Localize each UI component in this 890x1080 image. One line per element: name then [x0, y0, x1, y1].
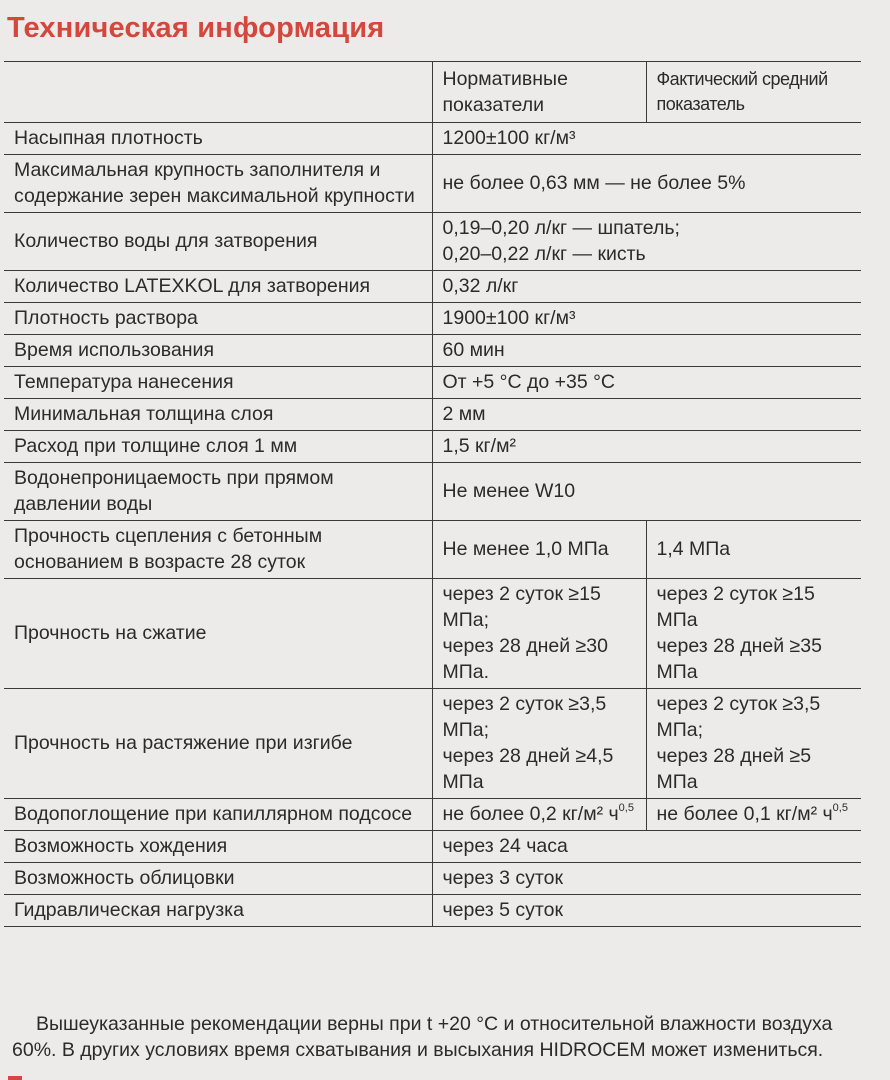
row-name: Количество LATEXKOL для затворения [4, 271, 432, 303]
row-norm: От +5 °С до +35 °С [432, 367, 861, 399]
table-row [4, 799, 861, 831]
row-norm: через 5 суток [432, 895, 861, 927]
row-name: Плотность раствора [4, 303, 432, 335]
row-name: Время использования [4, 335, 432, 367]
row-norm-exponent: 0,5 [618, 802, 634, 814]
row-name: Количество воды для затворения [4, 213, 432, 271]
table-row [4, 463, 861, 521]
header-cell-empty [4, 62, 432, 123]
row-norm: Не менее W10 [432, 463, 861, 521]
row-norm: через 3 суток [432, 863, 861, 895]
row-norm: 1,5 кг/м² [432, 431, 861, 463]
table-row [4, 367, 861, 399]
row-name: Водонепроницаемость при прямом давлении воды [4, 463, 432, 521]
row-norm: не более 0,63 мм — не более 5% [432, 155, 861, 213]
row-norm [432, 689, 646, 799]
row-norm [432, 213, 861, 271]
row-norm: через 24 часа [432, 831, 861, 863]
row-name: Температура нанесения [4, 367, 432, 399]
table-row [4, 399, 861, 431]
row-actual-line: через 2 суток ≥15 МПа [656, 583, 815, 631]
row-norm-text: не более 0,2 кг/м² ч [442, 803, 619, 825]
row-name: Прочность на растяжение при изгибе [4, 689, 432, 799]
table-row [4, 303, 861, 335]
row-name: Насыпная плотность [4, 123, 432, 155]
table-row [4, 123, 861, 155]
row-name: Возможность облицовки [4, 863, 432, 895]
header-norm: Нормативные показатели [432, 62, 646, 123]
row-name: Расход при толщине слоя 1 мм [4, 431, 432, 463]
table-row [4, 521, 861, 579]
row-norm: 60 мин [432, 335, 861, 367]
table-row [4, 863, 861, 895]
row-norm-line: через 28 дней ≥30 МПа. [442, 635, 608, 683]
row-actual-line: через 2 суток ≥3,5 МПа; [656, 693, 821, 741]
row-norm-line: 0,19–0,20 л/кг — шпатель; [442, 217, 680, 239]
row-norm: 1900±100 кг/м³ [432, 303, 861, 335]
table-row [4, 213, 861, 271]
row-name: Прочность сцепления с бетонным основанием в возрасте 28 суток [4, 521, 432, 579]
row-actual [646, 799, 861, 831]
row-norm [432, 579, 646, 689]
row-name: Минимальная толщина слоя [4, 399, 432, 431]
table-row [4, 831, 861, 863]
table-row [4, 895, 861, 927]
row-actual-line: через 28 дней ≥5 МПа [656, 745, 812, 793]
footnote: Вышеуказанные рекомендации верны при t +20 °С и относительной влажности воздуха 60%. В других условиях время схватывания и высыхания HIDROCEM может измениться. [12, 1013, 833, 1061]
row-norm-line: через 2 суток ≥3,5 МПа; [442, 693, 607, 741]
row-norm: 1200±100 кг/м³ [432, 123, 861, 155]
table-row [4, 579, 861, 689]
row-actual-text: не более 0,1 кг/м² ч [656, 803, 833, 825]
spec-table [4, 61, 861, 927]
row-name: Возможность хождения [4, 831, 432, 863]
table-row [4, 155, 861, 213]
row-name: Водопоглощение при капиллярном подсосе [4, 799, 432, 831]
row-norm: 2 мм [432, 399, 861, 431]
row-norm: Не менее 1,0 МПа [432, 521, 646, 579]
table-row [4, 431, 861, 463]
row-name: Прочность на сжатие [4, 579, 432, 689]
row-actual [646, 579, 861, 689]
page-title: Техническая информация [7, 12, 385, 44]
row-actual-exponent: 0,5 [832, 802, 848, 814]
header-actual: Фактический средний показатель [646, 62, 861, 123]
row-name: Максимальная крупность заполнителя и содержание зерен максимальной крупности [4, 155, 432, 213]
row-actual-line: через 28 дней ≥35 МПа [656, 635, 822, 683]
row-norm-line: 0,20–0,22 л/кг — кисть [442, 243, 646, 265]
bottom-accent-mark [8, 1076, 22, 1080]
row-actual [646, 689, 861, 799]
row-name: Гидравлическая нагрузка [4, 895, 432, 927]
row-norm: 0,32 л/кг [432, 271, 861, 303]
row-norm [432, 799, 646, 831]
table-row [4, 689, 861, 799]
row-norm-line: через 2 суток ≥15 МПа; [442, 583, 601, 631]
table-row [4, 271, 861, 303]
row-norm-line: через 28 дней ≥4,5 МПа [442, 745, 614, 793]
row-actual: 1,4 МПа [646, 521, 861, 579]
table-header-row [4, 62, 861, 123]
table-row [4, 335, 861, 367]
